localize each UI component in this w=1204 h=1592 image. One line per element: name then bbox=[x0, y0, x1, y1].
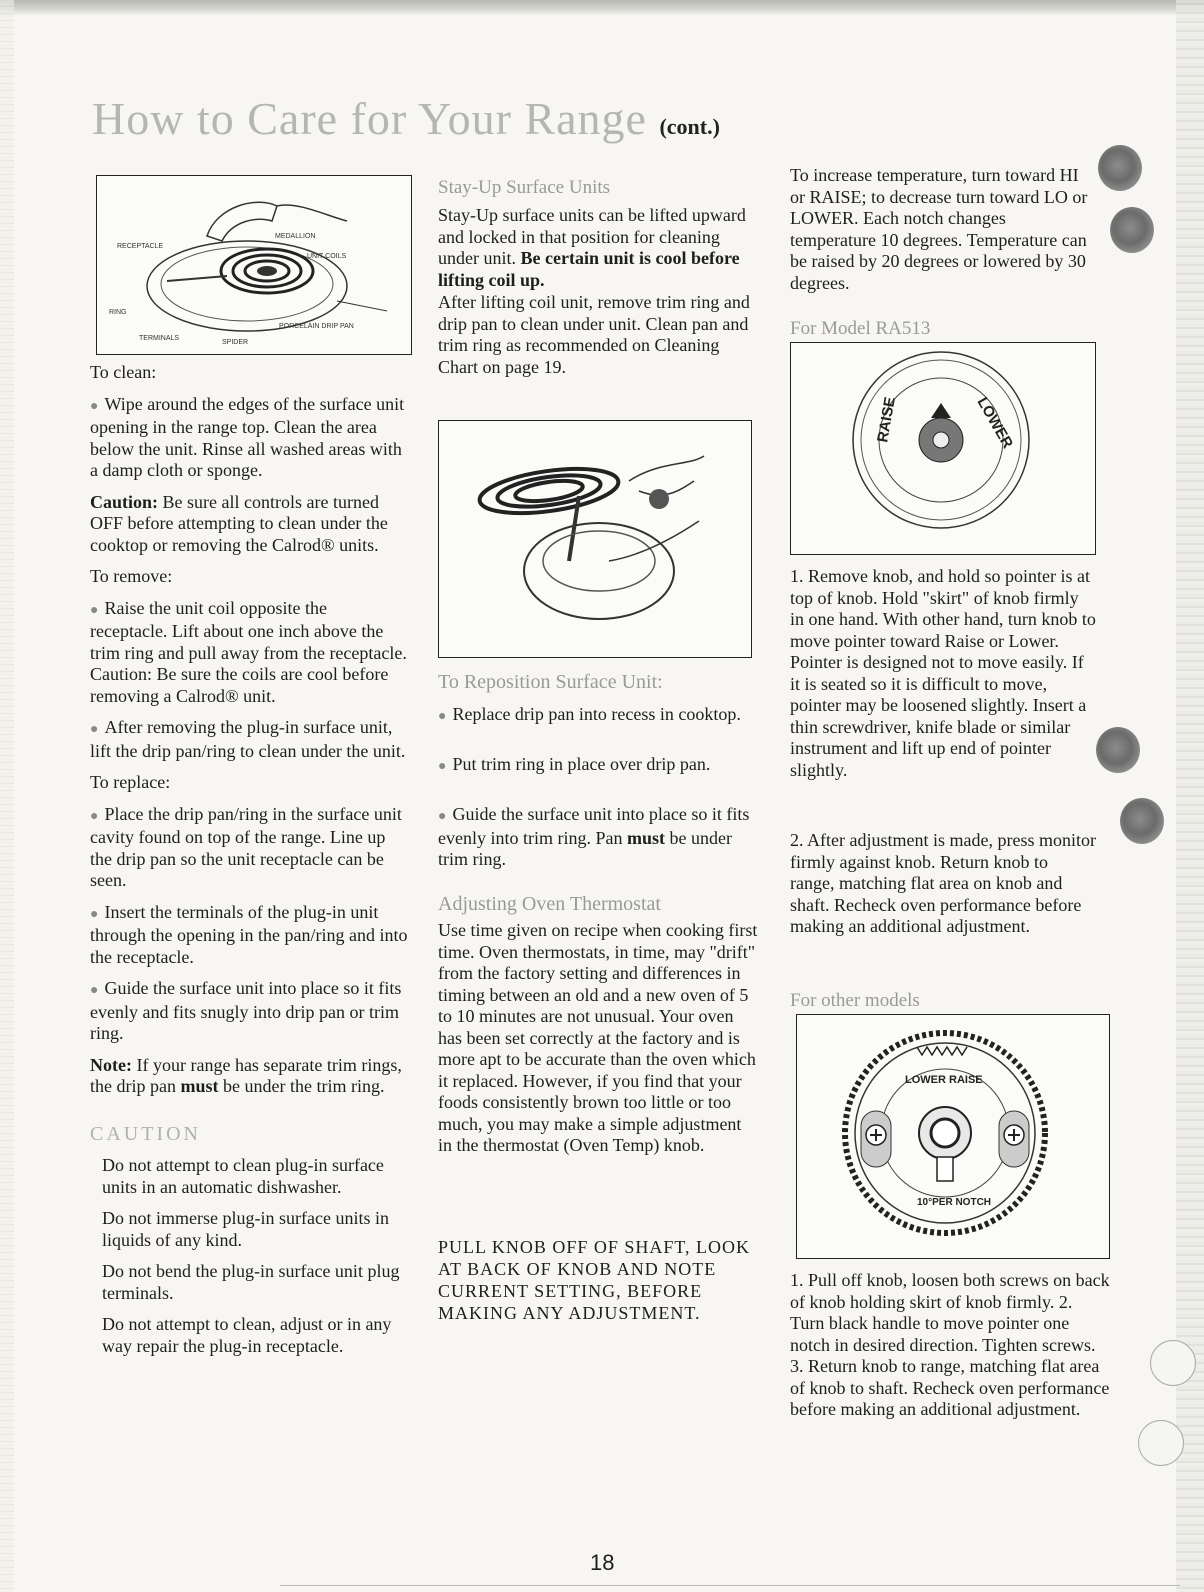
caution-item-1: Do not attempt to clean plug-in surface units in an automatic dishwasher. bbox=[102, 1155, 384, 1197]
punch-hole-3 bbox=[1096, 727, 1140, 773]
bullet-icon: ● bbox=[438, 709, 447, 724]
bullet-icon: ● bbox=[90, 398, 99, 414]
stay-up-heading: Stay-Up Surface Units bbox=[438, 177, 611, 198]
label-spider: SPIDER bbox=[222, 339, 249, 346]
reposition-heading: To Reposition Surface Unit: bbox=[438, 671, 663, 693]
stay-up-text: Stay-Up surface units can be lifted upward and locked in that position for cleaning under unit. Be certain unit is cool before lifting coil up. bbox=[438, 205, 746, 290]
label-unit-coils: UNIT COILS bbox=[307, 253, 347, 260]
scan-bottom-line bbox=[280, 1585, 1180, 1586]
page-title-main: How to Care for Your Range bbox=[92, 93, 647, 144]
bullet-icon: ● bbox=[438, 759, 447, 774]
remove-step-1: ● Raise the unit coil opposite the receptacle. Lift about one inch above the trim ring and pull away from the receptacle. Caution: Be sure the coils are cool before removing a Calrod® unit. bbox=[90, 597, 407, 706]
knob-ra513-illustration bbox=[791, 343, 1094, 553]
punch-hole-4 bbox=[1120, 798, 1164, 844]
surface-unit-illustration bbox=[97, 176, 410, 353]
bullet-icon: ● bbox=[438, 809, 447, 824]
label-receptacle: RECEPTACLE bbox=[117, 243, 164, 250]
caution-paragraph: Caution: Be sure all controls are turned OFF before attempting to clean under the cooktop or removing the Calrod® units. bbox=[90, 491, 388, 555]
label-medallion: MEDALLION bbox=[275, 233, 316, 240]
model-ra513-heading: For Model RA513 bbox=[790, 318, 931, 339]
page-title-cont: (cont.) bbox=[659, 114, 720, 139]
remove-step-2: ● After removing the plug-in surface unit, lift the drip pan/ring to clean under the unit. bbox=[90, 717, 406, 761]
to-remove-heading: To remove: bbox=[90, 566, 173, 586]
other-models-heading: For other models bbox=[790, 990, 920, 1011]
punch-hole-2 bbox=[1110, 207, 1154, 253]
replace-step-3: ● Guide the surface unit into place so it fits evenly and fits snugly into drip pan or trim ring. bbox=[90, 978, 402, 1043]
label-ring: RING bbox=[109, 309, 127, 316]
bullet-icon: ● bbox=[90, 808, 99, 824]
punch-hole-5 bbox=[1150, 1340, 1196, 1386]
knob-other-diagram bbox=[796, 1014, 1110, 1259]
other-steps: 1. Pull off knob, loosen both screws on back of knob holding skirt of knob firmly. 2. Turn black handle to move pointer one notch in desired direction. Tighten screws. 3. Return knob to range, matching flat area of knob to shaft. Recheck oven performance before making an additional adjustment. bbox=[790, 1270, 1110, 1419]
replace-step-1: ● Place the drip pan/ring in the surface unit cavity found on top of the range. Line up the drip pan so the unit receptacle can be seen. bbox=[90, 803, 402, 890]
bullet-icon: ● bbox=[90, 983, 99, 998]
caution-label: Caution: bbox=[90, 491, 159, 512]
column-1 bbox=[90, 362, 408, 1367]
thermostat-text: Use time given on recipe when cooking first time. Oven thermostats, in time, may "drift" from the factory setting and differences in timing between an old and a new oven of 5 to 10 minutes are not unusual. Your oven has been set correctly at the factory and is more apt to be accurate than the oven which it replaced. However, if you find that your foods consistently brown too little or too much, you may make a simple adjustment in the thermostat (Oven Temp) knob. bbox=[438, 920, 758, 1155]
knob-raise-label: RAISE bbox=[874, 395, 899, 444]
knob-per-notch-label: 10°PER NOTCH bbox=[917, 1197, 992, 1208]
punch-hole-1 bbox=[1098, 145, 1142, 191]
note-label: Note: bbox=[90, 1054, 132, 1075]
bullet-icon: ● bbox=[90, 722, 99, 737]
punch-hole-6 bbox=[1138, 1420, 1184, 1466]
ra513-step-2: 2. After adjustment is made, press monitor firmly against knob. Return knob to range, matching flat area on knob and shaft. Recheck oven performance before making an additional adjustment. bbox=[790, 830, 1096, 936]
bullet-icon: ● bbox=[90, 602, 99, 618]
caution-heading: CAUTION bbox=[90, 1122, 201, 1145]
page-number: 18 bbox=[590, 1550, 615, 1575]
note-paragraph: Note: If your range has separate trim rings, the drip pan must be under the trim ring. bbox=[90, 1054, 402, 1096]
caution-item-4: Do not attempt to clean, adjust or in any way repair the plug-in receptacle. bbox=[102, 1314, 392, 1356]
knob-other-illustration bbox=[797, 1015, 1108, 1257]
to-replace-heading: To replace: bbox=[90, 772, 171, 792]
knob-lower-raise-label: LOWER RAISE bbox=[905, 1074, 983, 1086]
pull-knob-text: PULL KNOB OFF OF SHAFT, LOOK AT BACK OF KNOB AND NOTE CURRENT SETTING, BEFORE MAKING ANY ADJUSTMENT. bbox=[438, 1237, 751, 1323]
knob-lower-label: LOWER bbox=[973, 394, 1017, 452]
page-title bbox=[92, 92, 792, 145]
surface-unit-diagram bbox=[96, 175, 412, 355]
label-porcelain-drip-pan: PORCELAIN DRIP PAN bbox=[279, 323, 354, 330]
reposition-step-2: ● Put trim ring in place over drip pan. bbox=[438, 754, 711, 774]
reposition-step-3: ● Guide the surface unit into place so it fits evenly into trim ring. Pan must be under trim ring. bbox=[438, 804, 750, 869]
caution-item-2: Do not immerse plug-in surface units in liquids of any kind. bbox=[102, 1208, 389, 1250]
scan-top-band bbox=[0, 0, 1204, 16]
clean-step: ● Wipe around the edges of the surface unit opening in the range top. Clean the area below the unit. Rinse all washed areas with a damp cloth or sponge. bbox=[90, 393, 405, 480]
reposition-step-1: ● Replace drip pan into recess in cooktop. bbox=[438, 704, 741, 724]
thermostat-heading: Adjusting Oven Thermostat bbox=[438, 893, 661, 915]
scan-left-edge bbox=[0, 0, 14, 1592]
after-lifting-text: After lifting coil unit, remove trim ring and drip pan to clean under unit. Clean pan and trim ring as recommended on Cleaning Chart on page 19. bbox=[438, 292, 750, 377]
to-clean-heading: To clean: bbox=[90, 362, 157, 382]
replace-step-2: ● Insert the terminals of the plug-in unit through the opening in the pan/ring and into the receptacle. bbox=[90, 901, 408, 967]
label-terminals: TERMINALS bbox=[139, 335, 180, 342]
bullet-icon: ● bbox=[90, 906, 99, 922]
increase-text: To increase temperature, turn toward HI or RAISE; to decrease turn toward LO or LOWER. Each notch changes temperature 10 degrees. Temperature can be raised by 20 degrees or lowered by 30 degrees. bbox=[790, 165, 1088, 293]
stay-up-illustration bbox=[439, 421, 750, 656]
knob-ra513-diagram bbox=[790, 342, 1096, 555]
caution-item-3: Do not bend the plug-in surface unit plug terminals. bbox=[102, 1261, 400, 1303]
ra513-step-1: 1. Remove knob, and hold so pointer is at top of knob. Hold "skirt" of knob firmly in one hand. With other hand, turn knob to move pointer toward Raise or Lower. Pointer is designed not to move easily. If it is seated so it is difficult to move, pointer may be loosened slightly. Insert a thin screwdriver, knife blade or similar instrument and lift up end of pointer slightly. bbox=[790, 566, 1096, 780]
stay-up-diagram bbox=[438, 420, 752, 658]
